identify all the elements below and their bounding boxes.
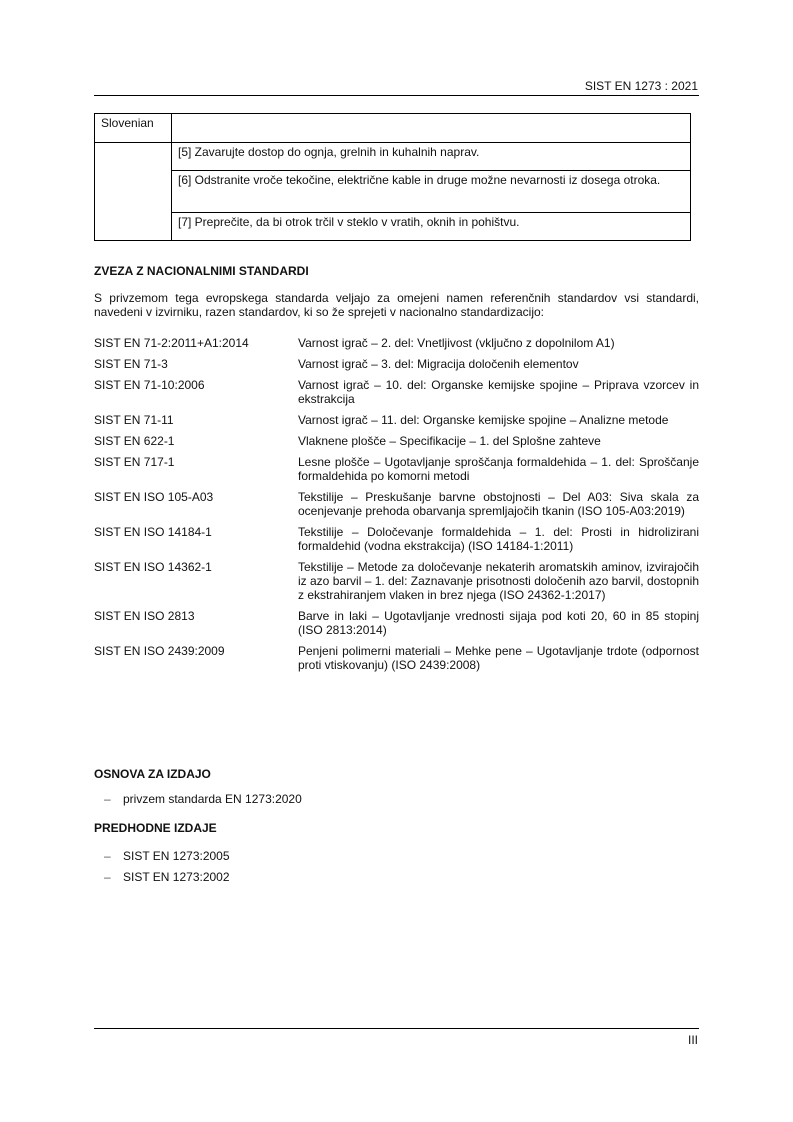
language-cell: Slovenian (95, 114, 172, 143)
standard-title: Barve in laki – Ugotavljanje vrednosti sijaja pod koti 20, 60 in 85 stopinj (ISO 2813:2014) (298, 609, 699, 637)
merged-cell (95, 143, 172, 241)
basis-list (104, 792, 302, 813)
standard-row (94, 357, 699, 371)
previous-editions-heading: PREDHODNE IZDAJE (94, 821, 217, 835)
standard-title: Tekstilije – Preskušanje barvne obstojnosti – Del A03: Siva skala za ocenjevanje prehoda obarvanja spremljajočih tkanin (ISO 105-A03:2019) (298, 490, 699, 518)
standard-row (94, 413, 699, 427)
table-row (95, 143, 691, 171)
standard-row (94, 644, 699, 672)
document-code: SIST EN 1273 : 2021 (584, 79, 698, 93)
warning-text: [6] Odstranite vroče tekočine, električne kable in druge možne nevarnosti iz dosega otroka. (172, 171, 691, 213)
national-standards-heading: ZVEZA Z NACIONALNIMI STANDARDI (94, 264, 309, 278)
standard-row (94, 455, 699, 483)
list-item-text: privzem standarda EN 1273:2020 (123, 792, 302, 806)
list-item (104, 849, 230, 863)
standard-row (94, 525, 699, 553)
table-row (95, 171, 691, 213)
standard-title: Tekstilije – Metode za določevanje nekaterih aromatskih aminov, izvirajočih iz azo barvil – 1. del: Zaznavanje prisotnosti določenih azo barvil, dostopnih z ekstrahiranjem vlaken in brez njega (ISO 24362-1:2017) (298, 560, 699, 602)
standard-row (94, 560, 699, 602)
list-item-text: SIST EN 1273:2005 (123, 849, 230, 863)
standard-title: Varnost igrač – 3. del: Migracija določenih elementov (298, 357, 579, 371)
page-number: III (687, 1033, 698, 1047)
standard-title: Lesne plošče – Ugotavljanje sproščanja formaldehida – 1. del: Sproščanje formaldehida po komorni metodi (298, 455, 699, 483)
standard-title: Varnost igrač – 2. del: Vnetljivost (vključno z dopolnilom A1) (298, 336, 615, 350)
table-row (95, 114, 691, 143)
standard-row (94, 490, 699, 518)
dash-bullet: – (104, 792, 111, 806)
standard-code: SIST EN ISO 2439:2009 (94, 644, 225, 658)
table-row (95, 213, 691, 241)
warning-text: [7] Preprečite, da bi otrok trčil v steklo v vratih, oknih in pohištvu. (172, 213, 691, 241)
standard-code: SIST EN 71-2:2011+A1:2014 (94, 336, 249, 350)
standard-code: SIST EN 71-11 (94, 413, 174, 427)
standard-code: SIST EN 622-1 (94, 434, 175, 448)
standard-title: Varnost igrač – 10. del: Organske kemijske spojine – Priprava vzorcev in ekstrakcija (298, 378, 699, 406)
dash-bullet: – (104, 870, 111, 884)
language-table (94, 113, 691, 241)
footer-rule (94, 1028, 699, 1029)
standard-title: Tekstilije – Določevanje formaldehida – 1. del: Prosti in hidrolizirani formaldehid (vodna ekstrakcija) (ISO 14184-1:2011) (298, 525, 699, 553)
standard-title: Varnost igrač – 11. del: Organske kemijske spojine – Analizne metode (298, 413, 669, 427)
standard-title: Penjeni polimerni materiali – Mehke pene – Ugotavljanje trdote (odpornost proti vtiskovanju) (ISO 2439:2008) (298, 644, 699, 672)
standard-row (94, 378, 699, 406)
standard-code: SIST EN ISO 105-A03 (94, 490, 214, 504)
warning-text: [5] Zavarujte dostop do ognja, grelnih in kuhalnih naprav. (172, 143, 691, 171)
basis-heading: OSNOVA ZA IZDAJO (94, 767, 211, 781)
standard-code: SIST EN 71-3 (94, 357, 168, 371)
standards-list (94, 336, 699, 679)
standard-row (94, 609, 699, 637)
standard-code: SIST EN 71-10:2006 (94, 378, 205, 392)
previous-editions-list (104, 849, 230, 891)
standard-row (94, 336, 699, 350)
dash-bullet: – (104, 849, 111, 863)
standard-code: SIST EN ISO 14184-1 (94, 525, 212, 539)
list-item (104, 792, 302, 806)
standard-code: SIST EN ISO 14362-1 (94, 560, 212, 574)
standard-code: SIST EN ISO 2813 (94, 609, 195, 623)
header-rule (94, 95, 699, 96)
empty-cell (172, 114, 691, 143)
standard-title: Vlaknene plošče – Specifikacije – 1. del Splošne zahteve (298, 434, 601, 448)
list-item (104, 870, 230, 884)
standard-row (94, 434, 699, 448)
standard-code: SIST EN 717-1 (94, 455, 175, 469)
list-item-text: SIST EN 1273:2002 (123, 870, 230, 884)
national-standards-intro: S privzemom tega evropskega standarda veljajo za omejeni namen referenčnih standardov vsi standardi, navedeni v izvirniku, razen standardov, ki so že sprejeti v nacionalno standardizacijo: (94, 291, 699, 319)
